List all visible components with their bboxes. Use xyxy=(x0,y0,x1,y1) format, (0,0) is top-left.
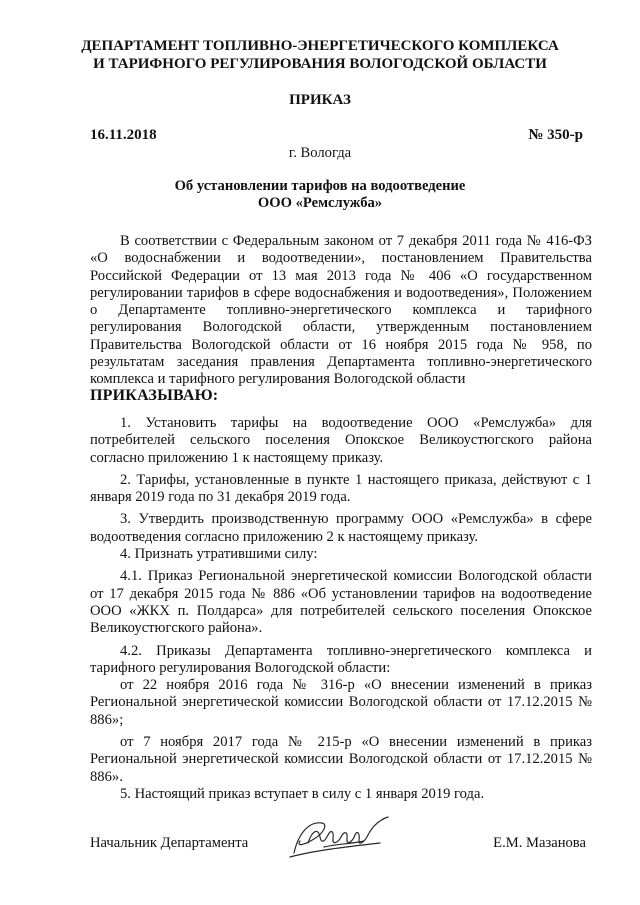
department-name-line2: И ТАРИФНОГО РЕГУЛИРОВАНИЯ ВОЛОГОДСКОЙ ОБЛАСТИ xyxy=(93,55,547,72)
document-type: ПРИКАЗ xyxy=(289,92,351,108)
handwritten-signature-icon xyxy=(284,813,396,865)
signatory-name: Е.М. Мазанова xyxy=(493,835,586,851)
item-3: 3. Утвердить производственную программу ООО «Ремслужба» в сфере водоотведения согласно приложению 2 к настоящему приказу. xyxy=(90,511,592,545)
order-city: г. Вологда xyxy=(288,145,352,161)
item-2: 2. Тарифы, установленные в пункте 1 настоящего приказа, действуют с 1 января 2019 года по 31 декабря 2019 года. xyxy=(90,471,592,506)
item-4-2: 4.2. Приказы Департамента топливно-энергетического комплекса и тарифного регулирования Вологодской области: xyxy=(90,642,592,676)
preamble-paragraph: В соответствии с Федеральным законом от 7 декабря 2011 года № 416-ФЗ «О водоснабжении и водоотведении», постановлением Правительства Российской Федерации от 13 мая 2013 года № 406 «О государственном регулировании тарифов в сфере водоснабжения и водоотведения», Положением о Департаменте топливно-энергетического комплекса и тарифного регулирования Вологодской области, утвержденным постановлением Правительства Вологодской области от 16 ноября 2015 года № 958, по результатам заседания правления Департамента топливно-энергетического комплекса и тарифного регулирования Вологодской области xyxy=(90,233,592,388)
order-subject xyxy=(60,178,580,212)
decree-word: ПРИКАЗЫВАЮ: xyxy=(90,387,219,404)
order-items xyxy=(90,415,592,803)
department-name-line1: ДЕПАРТАМЕНТ ТОПЛИВНО-ЭНЕРГЕТИЧЕСКОГО КОМПЛЕКСА xyxy=(81,38,559,54)
item-1: 1. Установить тарифы на водоотведение ООО «Ремслужба» для потребителей сельского поселения Опокское Великоустюгского района согласно приложению 1 к настоящему приказу. xyxy=(90,415,592,466)
order-number: № 350-р xyxy=(528,127,583,143)
item-4-1: 4.1. Приказ Региональной энергетической комиссии Вологодской области от 17 декабря 2015 года № 886 «Об установлении тарифов на водоотведение ООО «ЖКХ п. Полдарса» для потребителей сельского поселения Опокское Великоустюгского района». xyxy=(90,568,592,637)
order-date: 16.11.2018 xyxy=(90,127,157,143)
item-4: 4. Признать утратившими силу: xyxy=(120,546,318,563)
item-4-2-b: от 7 ноября 2017 года № 215-р «О внесении изменений в приказ Региональной энергетической комиссии Вологодской области от 17.12.2015 № 886». xyxy=(90,734,592,785)
department-name xyxy=(60,38,580,73)
item-5: 5. Настоящий приказ вступает в силу с 1 января 2019 года. xyxy=(120,785,485,802)
item-4-2-a: от 22 ноября 2016 года № 316-р «О внесении изменений в приказ Региональной энергетической комиссии Вологодской области от 17.12.2015 № 886»; xyxy=(90,677,592,728)
signatory-position: Начальник Департамента xyxy=(90,835,249,851)
order-subject-line2: ООО «Ремслужба» xyxy=(257,195,383,211)
signature-block xyxy=(90,831,592,861)
order-subject-line1: Об установлении тарифов на водоотведение xyxy=(174,178,466,194)
